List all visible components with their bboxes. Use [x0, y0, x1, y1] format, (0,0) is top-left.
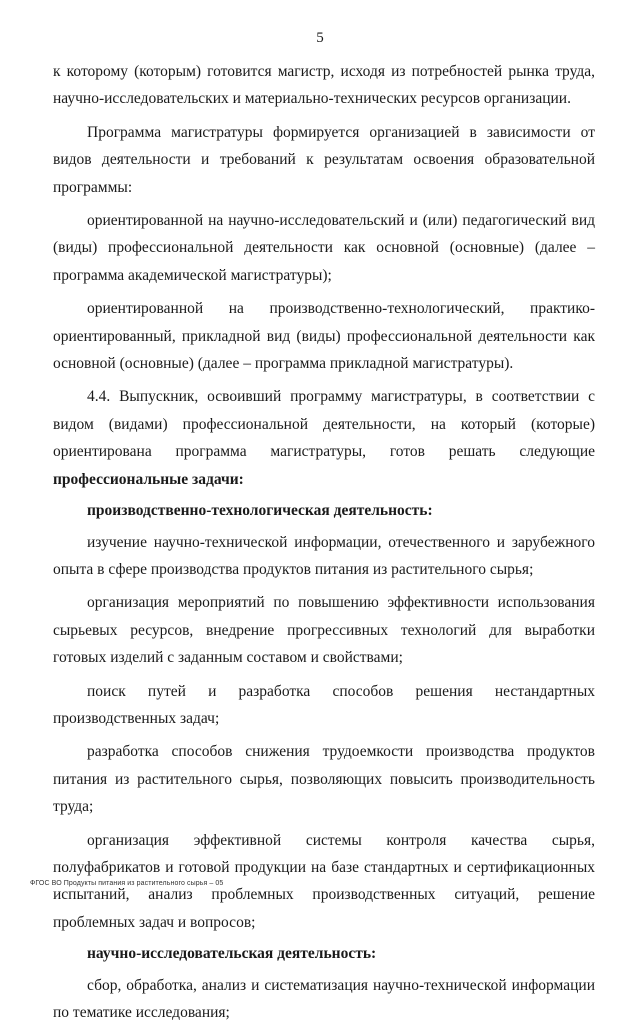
list-item-nonstandard: поиск путей и разработка способов решения нестандартных производственных задач; [53, 682, 595, 727]
paragraph-academic-master: ориентированной на научно-исследовательский и (или) педагогический вид (виды) профессиональной деятельности как основной (основные) (далее – программа академической магистратуры); [53, 212, 595, 284]
list-item-quality-control: организация эффективной системы контроля качества сырья, полуфабрикатов и готовой продукции на базе стандартных и сертификационных испытаний, анализ проблемных производственных ситуаций, решение проблемных задач и вопросов; [53, 831, 595, 931]
paragraph-continuation: к которому (которым) готовится магистр, исходя из потребностей рынка труда, научно-исследовательских и материально-технических ресурсов организации. [53, 63, 595, 108]
list-item-study-info: изучение научно-технической информации, отечественного и зарубежного опыта в сфере производства продуктов питания из растительного сырья; [53, 533, 595, 578]
section-heading-research: научно-исследовательская деятельность: [87, 945, 377, 963]
graduate-tasks-bold: профессиональные задачи: [53, 470, 244, 488]
page-number: 5 [316, 30, 324, 46]
list-item-labor: разработка способов снижения трудоемкости производства продуктов питания из растительного сырья, позволяющих повысить производительность труда; [53, 743, 595, 816]
section-heading-production: производственно-технологическая деятельность: [87, 502, 433, 520]
paragraph-graduate-tasks [53, 383, 595, 493]
list-item-efficiency: организация мероприятий по повышению эффективности использования сырьевых ресурсов, внедрение прогрессивных технологий для выработки готовых изделий с заданным составом и свойствами; [53, 594, 595, 667]
graduate-tasks-text: 4.4. Выпускник, освоивший программу магистратуры, в соответствии с видом (видами) профессиональной деятельности, на который (которые) ориентирована программа магистратуры, готов решать следующие [53, 388, 595, 461]
page-footer: ФГОС ВО Продукты питания из растительного сырья – 05 [30, 880, 224, 887]
list-item-information-collection: сбор, обработка, анализ и систематизация научно-технической информации по тематике исследования; [53, 976, 595, 1021]
paragraph-applied-master: ориентированной на производственно-технологический, практико-ориентированный, прикладной вид (виды) профессиональной деятельности как основной (основные) (далее – программа прикладной магистратуры). [53, 300, 595, 373]
paragraph-program-formation: Программа магистратуры формируется организацией в зависимости от видов деятельности и требований к результатам освоения образовательной программы: [53, 123, 595, 196]
